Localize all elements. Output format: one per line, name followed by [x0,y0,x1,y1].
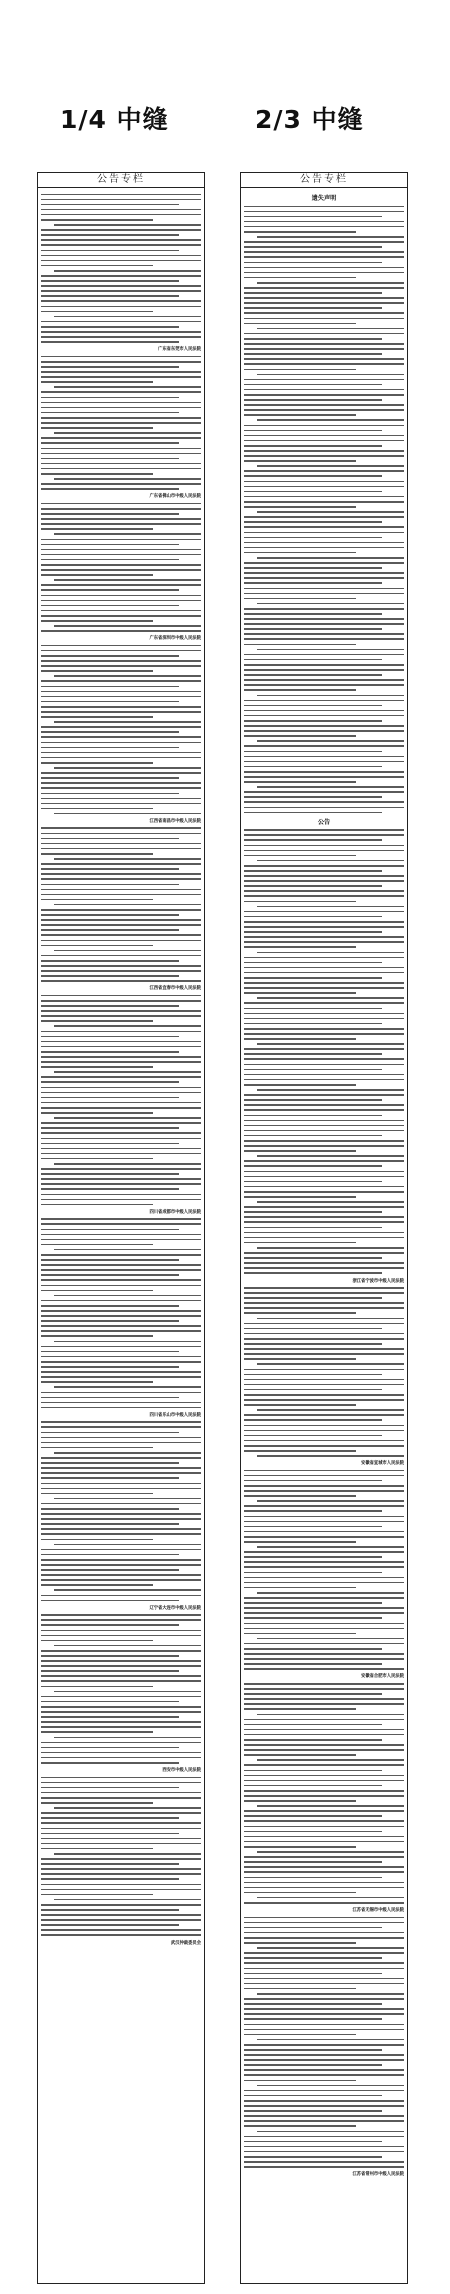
notice-body-text [41,1421,201,1601]
notice-title: 遗失声明 [311,195,337,202]
notice-signature: 江苏省常州市中级人民法院 [352,2172,404,2178]
notice-block [41,995,201,1215]
notice-block [41,356,201,500]
notice-block [244,1683,404,1913]
left-notice-column [37,172,205,2284]
right-notice-column [240,172,408,2284]
notice-body-text [244,1287,404,1457]
notice-body-text [41,827,201,981]
notice-body-text [41,1218,201,1408]
notice-signature: 浙江省宁波市中级人民法院 [352,1278,404,1284]
notice-block [244,193,404,813]
notice-title: 公告 [317,818,331,826]
left-margin-heading: 1/4 中缝 [60,105,169,134]
notice-signature: 江西省宜春市中级人民法院 [149,986,201,992]
notice-block [244,1470,404,1680]
notice-block [41,827,201,991]
notice-block [41,503,201,641]
right-column-banner: 公告专栏 [241,173,407,188]
notice-signature: 四川省乐山市中级人民法院 [149,1412,201,1418]
notice-signature: 江苏省无锡市中级人民法院 [352,1908,404,1914]
notice-block [41,1421,201,1610]
notice-block [244,1917,404,2178]
notice-block [41,1218,201,1418]
notice-signature: 西安市中级人民法院 [162,1768,201,1774]
notice-signature: 江西省南昌市中级人民法院 [149,818,201,824]
notice-signature: 四川省成都市中级人民法院 [149,1209,201,1215]
notice-block [244,1125,404,1284]
notice-block [41,645,201,824]
notice-body-text [41,645,201,815]
right-margin-heading: 2/3 中缝 [255,105,364,134]
left-column-banner: 公告专栏 [38,173,204,188]
notice-body-text [244,206,404,814]
notice-signature: 广东省佛山市中级人民法院 [149,494,201,500]
notice-block [244,817,404,1121]
notice-signature: 武汉仲裁委员会 [170,1940,201,1946]
notice-signature: 辽宁省大连市中级人民法院 [149,1605,201,1611]
notice-signature: 安徽省宣城市人民法院 [361,1461,404,1467]
notice-body-text [41,995,201,1205]
notice-body-text [41,1777,201,1937]
notice-block [41,194,201,353]
notice-body-text [244,829,404,1121]
right-column-body [241,188,407,2181]
notice-body-text [41,1614,201,1763]
notice-block [41,1777,201,1946]
notice-body-text [41,356,201,490]
notice-signature: 广东省东莞市人民法院 [158,347,201,353]
notice-body-text [41,194,201,343]
notice-body-text [41,503,201,632]
notice-body-text [244,1470,404,1670]
left-column-body [38,188,204,1950]
notice-block [244,1287,404,1466]
notice-block [41,1614,201,1773]
notice-signature: 广东省深圳市中级人民法院 [149,636,201,642]
notice-body-text [244,1917,404,2168]
notice-body-text [244,1683,404,1904]
notice-body-text [244,1125,404,1274]
notice-signature: 安徽省合肥市人民法院 [361,1674,404,1680]
